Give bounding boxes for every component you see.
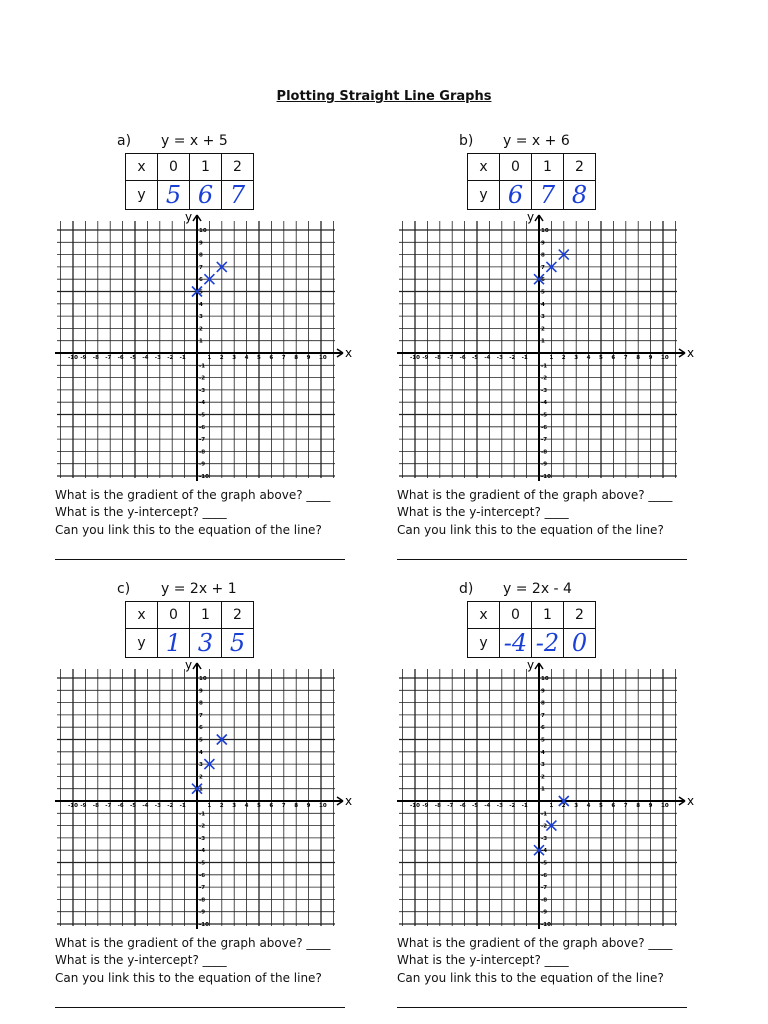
y-tick-label: 9 [541,240,545,247]
x-axis-label: x [687,794,695,808]
y-tick-label: 4 [199,749,203,756]
x-tick-label: -2 [167,355,174,361]
y-value-cell[interactable]: -2 [532,629,564,658]
y-tick-label: -10 [541,922,551,928]
y-tick-label: 2 [199,326,203,333]
x-tick-label: 6 [611,355,616,361]
y-tick-label: 1 [199,786,203,793]
intercept-question: What is the y-intercept? ____ [55,505,227,519]
link-question: Can you link this to the equation of the line? [397,523,664,537]
coordinate-grid[interactable] [397,213,697,483]
y-tick-label: 9 [199,688,203,695]
coordinate-grid[interactable] [55,661,355,931]
x-tick-label: -8 [92,355,99,361]
y-tick-label: -3 [199,387,206,394]
y-header: y [126,181,158,210]
y-tick-label: -4 [541,848,548,855]
y-tick-label: 1 [541,786,545,793]
x-tick-label: -5 [130,355,137,361]
values-table [125,153,254,210]
x-tick-label: 5 [257,803,261,809]
y-tick-label: 10 [541,228,549,234]
y-tick-label: 7 [541,264,545,271]
x-header: x [468,602,500,629]
answer-line[interactable] [397,1007,687,1008]
x-axis-label: x [687,346,695,360]
exercise-letter: d) [459,581,474,597]
x-tick-label: -4 [484,355,491,361]
y-tick-label: -7 [541,437,548,444]
y-value-cell[interactable]: 6 [500,181,532,210]
y-tick-label: -1 [541,811,548,818]
y-tick-label: -10 [199,474,209,480]
x-tick-label: 9 [306,355,311,361]
y-tick-label: -6 [199,872,206,879]
y-tick-label: -10 [541,474,551,480]
x-tick-label: -3 [496,355,503,361]
x-tick-label: -7 [447,803,454,809]
x-tick-label: -7 [105,803,112,809]
link-question: Can you link this to the equation of the line? [55,971,322,985]
exercise-b [397,133,717,573]
x-tick-label: -10 [68,355,78,361]
y-tick-label: -2 [541,823,548,830]
y-tick-label: 10 [541,676,549,682]
answer-line[interactable] [397,559,687,560]
x-tick-label: -7 [105,355,112,361]
x-tick-label: 2 [561,355,566,361]
exercise-letter: a) [117,133,132,149]
x-tick-label: -9 [80,355,87,361]
x-tick-label: 2 [219,355,224,361]
y-tick-label: -9 [541,461,548,468]
x-value-cell: 0 [158,602,190,629]
y-tick-label: 6 [199,277,203,284]
intercept-question: What is the y-intercept? ____ [55,953,227,967]
gradient-question: What is the gradient of the graph above? ____ [397,936,673,950]
x-tick-label: 6 [611,803,616,809]
x-value-cell: 1 [532,602,564,629]
exercise-a [55,133,375,573]
y-value-cell[interactable]: 7 [222,181,254,210]
x-tick-label: 8 [636,355,641,361]
link-question: Can you link this to the equation of the line? [55,523,322,537]
y-tick-label: 9 [199,240,203,247]
x-tick-label: -6 [459,355,466,361]
x-tick-label: 3 [574,803,579,809]
x-tick-label: 8 [636,803,641,809]
x-tick-label: 7 [623,355,628,361]
y-tick-label: 8 [541,700,545,707]
y-tick-label: 8 [199,252,203,259]
y-tick-label: -9 [541,909,548,916]
x-tick-label: 3 [232,803,237,809]
y-header: y [468,629,500,658]
x-tick-label: -2 [167,803,174,809]
y-value-cell[interactable]: 1 [158,629,190,658]
x-value-cell: 1 [190,602,222,629]
x-tick-label: 1 [207,803,212,809]
x-tick-label: 8 [294,355,299,361]
x-tick-label: -5 [130,803,137,809]
x-tick-label: 3 [574,355,579,361]
x-tick-label: -10 [410,355,420,361]
y-tick-label: -1 [541,363,548,370]
intercept-question: What is the y-intercept? ____ [397,953,569,967]
y-tick-label: 5 [541,289,545,296]
x-tick-label: -10 [410,803,420,809]
gradient-question: What is the gradient of the graph above? ____ [55,488,331,502]
y-tick-label: -8 [541,449,548,456]
x-tick-label: 6 [269,355,274,361]
x-tick-label: -1 [179,355,186,361]
x-tick-label: -3 [154,355,161,361]
x-tick-label: -8 [92,803,99,809]
x-tick-label: 1 [549,803,554,809]
x-tick-label: 2 [219,803,224,809]
x-tick-label: 1 [549,355,554,361]
x-tick-label: 7 [281,355,286,361]
equation: y = 2x - 4 [503,581,572,597]
x-tick-label: 5 [599,803,603,809]
y-tick-label: -4 [199,848,206,855]
x-tick-label: -9 [422,355,429,361]
x-tick-label: 9 [648,803,653,809]
coordinate-grid[interactable] [397,661,697,931]
y-tick-label: -4 [199,400,206,407]
y-tick-label: 6 [541,725,545,732]
x-tick-label: -6 [459,803,466,809]
x-tick-label: 5 [257,355,261,361]
y-tick-label: 3 [541,762,545,769]
x-header: x [126,602,158,629]
y-value-cell[interactable]: 3 [190,629,222,658]
x-tick-label: 4 [244,803,249,809]
x-tick-label: -3 [496,803,503,809]
x-value-cell: 0 [158,154,190,181]
values-table [467,601,596,658]
x-header: x [468,154,500,181]
y-tick-label: 2 [541,326,545,333]
y-tick-label: 2 [199,774,203,781]
exercise-d [397,581,717,1021]
answer-line[interactable] [55,559,345,560]
x-tick-label: 4 [586,803,591,809]
y-value-cell[interactable]: 5 [222,629,254,658]
y-tick-label: -9 [199,909,206,916]
y-tick-label: 7 [199,712,203,719]
y-tick-label: -6 [541,872,548,879]
x-tick-label: 4 [244,355,249,361]
coordinate-grid[interactable] [55,213,355,483]
x-tick-label: 7 [623,803,628,809]
y-tick-label: -3 [541,387,548,394]
y-tick-label: 10 [199,676,207,682]
equation: y = x + 5 [161,133,228,149]
page-title: Plotting Straight Line Graphs [276,89,492,104]
x-tick-label: -8 [434,355,441,361]
y-value-cell[interactable]: 8 [564,181,596,210]
x-value-cell: 0 [500,154,532,181]
exercise-letter: c) [117,581,131,597]
exercise-c [55,581,375,1021]
x-tick-label: 5 [599,355,603,361]
x-value-cell: 2 [222,154,254,181]
x-tick-label: 9 [648,355,653,361]
x-tick-label: -4 [142,803,149,809]
y-tick-label: -5 [541,860,548,867]
x-tick-label: -9 [80,803,87,809]
equation: y = x + 6 [503,133,570,149]
y-tick-label: -2 [199,375,206,382]
x-value-cell: 2 [564,602,596,629]
y-tick-label: -7 [199,885,206,892]
y-tick-label: -7 [199,437,206,444]
y-tick-label: -2 [541,375,548,382]
y-tick-label: 3 [541,314,545,321]
y-tick-label: -4 [541,400,548,407]
y-tick-label: 6 [541,277,545,284]
x-tick-label: 1 [207,355,212,361]
x-tick-label: -1 [179,803,186,809]
y-tick-label: 4 [541,749,545,756]
values-table [125,601,254,658]
y-tick-label: -6 [199,424,206,431]
x-axis-label: x [345,346,353,360]
x-tick-label: -6 [117,803,124,809]
x-tick-label: -5 [472,355,479,361]
x-tick-label: -6 [117,355,124,361]
x-tick-label: -7 [447,355,454,361]
link-question: Can you link this to the equation of the line? [397,971,664,985]
y-tick-label: -8 [199,897,206,904]
values-table [467,153,596,210]
y-axis-label: y [185,661,193,672]
y-tick-label: -6 [541,424,548,431]
y-value-cell[interactable]: 6 [190,181,222,210]
x-value-cell: 0 [500,602,532,629]
x-value-cell: 1 [532,154,564,181]
x-tick-label: 2 [561,803,566,809]
x-tick-label: 10 [319,355,327,361]
y-header: y [468,181,500,210]
x-tick-label: -1 [521,803,528,809]
y-tick-label: 8 [199,700,203,707]
y-tick-label: 5 [199,737,203,744]
x-tick-label: 6 [269,803,274,809]
y-tick-label: -3 [199,835,206,842]
y-tick-label: -9 [199,461,206,468]
x-tick-label: 9 [306,803,311,809]
y-tick-label: 5 [541,737,545,744]
x-tick-label: -9 [422,803,429,809]
y-tick-label: 3 [199,762,203,769]
y-tick-label: 6 [199,725,203,732]
y-tick-label: 2 [541,774,545,781]
y-tick-label: -7 [541,885,548,892]
gradient-question: What is the gradient of the graph above? ____ [397,488,673,502]
x-tick-label: 10 [661,355,669,361]
x-tick-label: -3 [154,803,161,809]
y-tick-label: -5 [199,860,206,867]
x-tick-label: -4 [484,803,491,809]
y-tick-label: -5 [199,412,206,419]
y-tick-label: 10 [199,228,207,234]
y-tick-label: -3 [541,835,548,842]
x-tick-label: -5 [472,803,479,809]
x-tick-label: -1 [521,355,528,361]
answer-line[interactable] [55,1007,345,1008]
y-tick-label: -10 [199,922,209,928]
y-tick-label: -2 [199,823,206,830]
y-tick-label: 8 [541,252,545,259]
x-tick-label: 7 [281,803,286,809]
y-tick-label: 7 [199,264,203,271]
x-tick-label: -2 [509,355,516,361]
x-value-cell: 2 [222,602,254,629]
x-tick-label: 8 [294,803,299,809]
y-tick-label: -8 [541,897,548,904]
y-axis-label: y [185,213,193,224]
x-axis-label: x [345,794,353,808]
intercept-question: What is the y-intercept? ____ [397,505,569,519]
y-tick-label: 1 [199,338,203,345]
y-tick-label: 7 [541,712,545,719]
y-tick-label: 5 [199,289,203,296]
y-axis-label: y [527,213,535,224]
y-tick-label: 3 [199,314,203,321]
exercise-letter: b) [459,133,474,149]
y-tick-label: -1 [199,811,206,818]
y-tick-label: -1 [199,363,206,370]
y-tick-label: 9 [541,688,545,695]
x-tick-label: -2 [509,803,516,809]
y-tick-label: 1 [541,338,545,345]
y-header: y [126,629,158,658]
x-tick-label: 10 [319,803,327,809]
y-tick-label: 4 [199,301,203,308]
x-tick-label: -10 [68,803,78,809]
y-tick-label: -8 [199,449,206,456]
x-tick-label: -4 [142,355,149,361]
x-tick-label: -8 [434,803,441,809]
y-value-cell[interactable]: -4 [500,629,532,658]
y-value-cell[interactable]: 7 [532,181,564,210]
y-tick-label: 4 [541,301,545,308]
x-header: x [126,154,158,181]
y-value-cell[interactable]: 5 [158,181,190,210]
x-tick-label: 3 [232,355,237,361]
x-value-cell: 1 [190,154,222,181]
gradient-question: What is the gradient of the graph above? ____ [55,936,331,950]
x-tick-label: 10 [661,803,669,809]
equation: y = 2x + 1 [161,581,237,597]
y-axis-label: y [527,661,535,672]
y-tick-label: -5 [541,412,548,419]
y-value-cell[interactable]: 0 [564,629,596,658]
x-tick-label: 4 [586,355,591,361]
x-value-cell: 2 [564,154,596,181]
